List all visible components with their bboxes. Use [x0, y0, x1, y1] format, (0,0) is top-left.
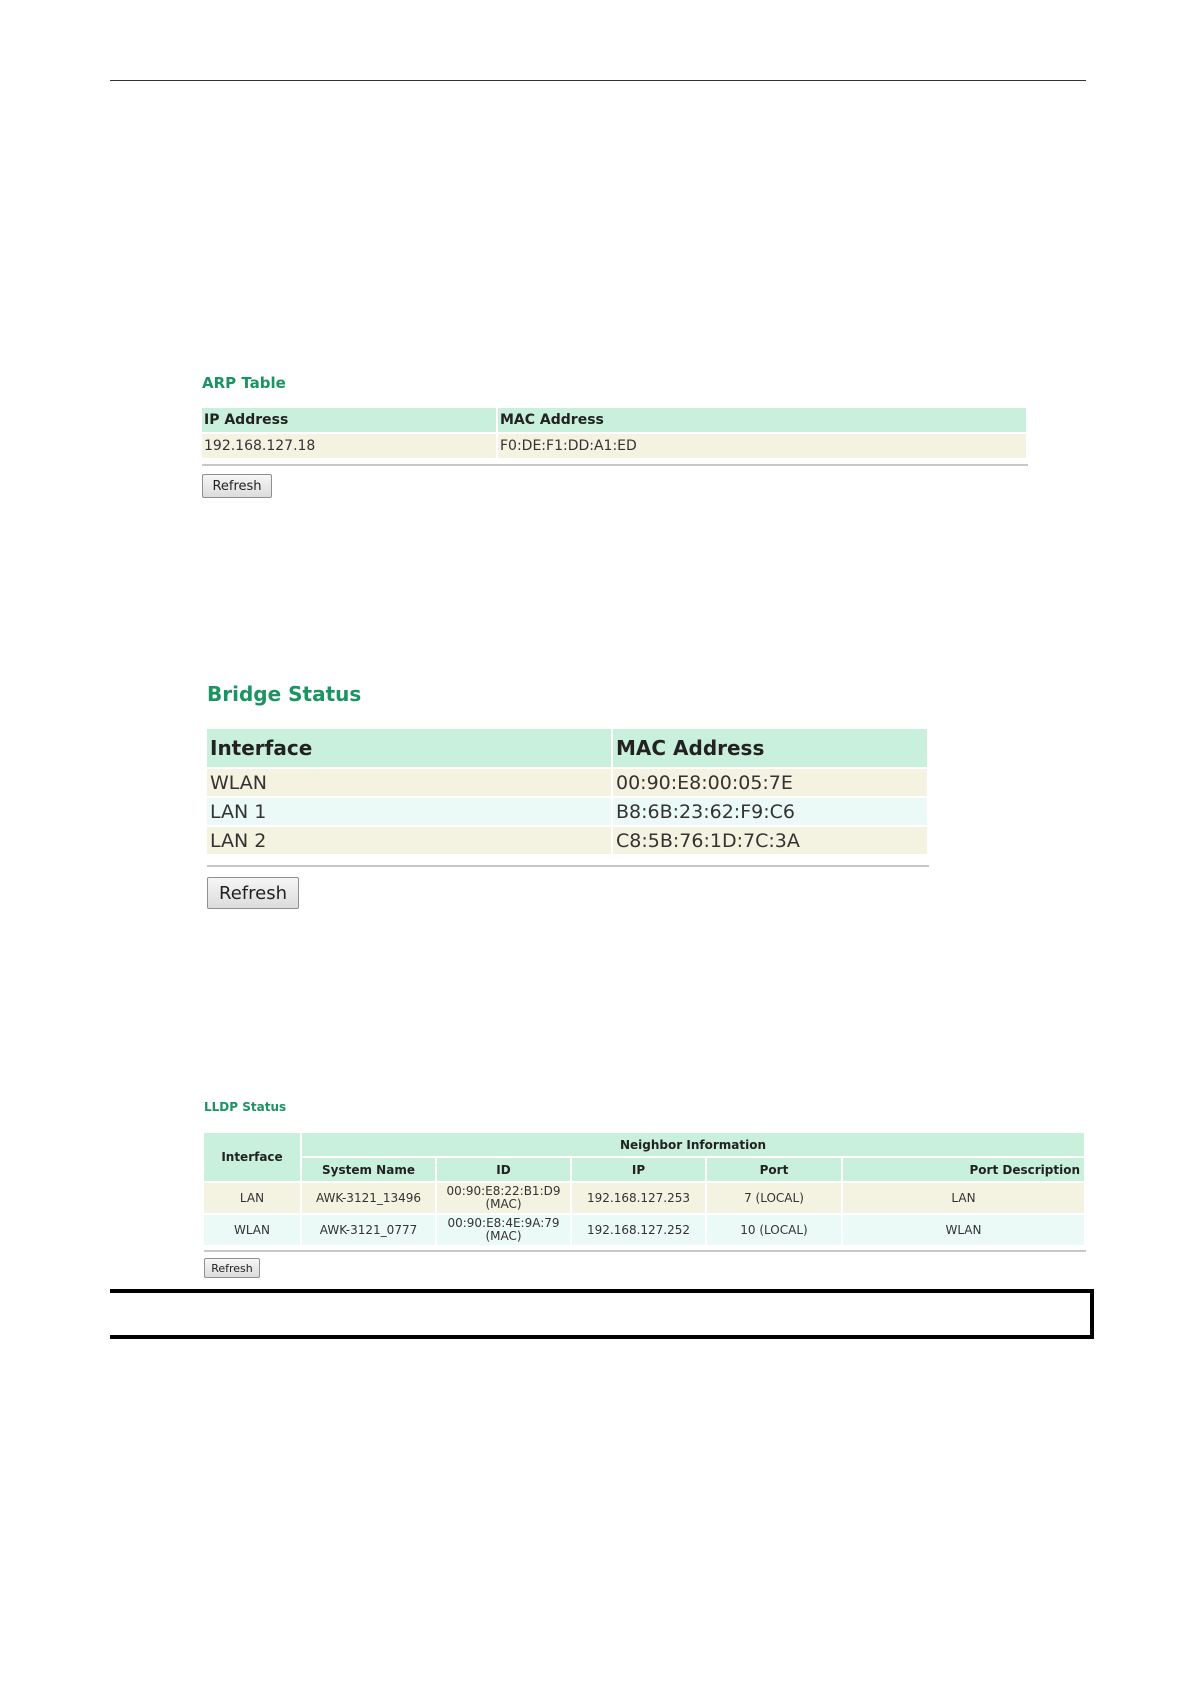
table-divider	[207, 865, 929, 867]
table-subheader-row	[204, 1158, 1084, 1181]
mac-address-cell: F0:DE:F1:DD:A1:ED	[498, 434, 1026, 458]
table-row	[207, 769, 927, 796]
table-row	[207, 798, 927, 825]
mac-address-cell: C8:5B:76:1D:7C:3A	[613, 827, 927, 854]
column-header-interface: Interface	[207, 729, 611, 767]
interface-cell: LAN 2	[207, 827, 611, 854]
table-header-row	[202, 408, 1026, 432]
lldp-refresh-button[interactable]: Refresh	[204, 1258, 260, 1278]
arp-table	[200, 406, 1028, 460]
bridge-status-title: Bridge Status	[207, 682, 362, 706]
id-type: (MAC)	[485, 1197, 522, 1211]
column-header-ip-address: IP Address	[202, 408, 496, 432]
bridge-status-table	[205, 727, 929, 856]
ip-cell: 192.168.127.252	[572, 1215, 705, 1245]
port-cell: 7 (LOCAL)	[707, 1183, 841, 1213]
port-description-cell: WLAN	[843, 1215, 1084, 1245]
bridge-status-section	[207, 682, 929, 909]
id-type: (MAC)	[485, 1229, 522, 1243]
column-header-mac-address: MAC Address	[613, 729, 927, 767]
table-header-row	[207, 729, 927, 767]
mac-address-cell: 00:90:E8:00:05:7E	[613, 769, 927, 796]
port-cell: 10 (LOCAL)	[707, 1215, 841, 1245]
system-name-cell: AWK-3121_13496	[302, 1183, 435, 1213]
column-header-system-name: System Name	[302, 1158, 435, 1181]
column-header-ip: IP	[572, 1158, 705, 1181]
id-value: 00:90:E8:22:B1:D9	[446, 1184, 561, 1198]
system-name-cell: AWK-3121_0777	[302, 1215, 435, 1245]
bridge-refresh-button[interactable]: Refresh	[207, 877, 299, 909]
table-header-row	[204, 1133, 1084, 1156]
column-header-port-description: Port Description	[843, 1158, 1084, 1181]
id-value: 00:90:E8:4E:9A:79	[447, 1216, 560, 1230]
table-row	[207, 827, 927, 854]
interface-cell: LAN	[204, 1183, 300, 1213]
arp-table-title: ARP Table	[202, 374, 286, 392]
lldp-status-section	[204, 1100, 1086, 1278]
column-header-id: ID	[437, 1158, 570, 1181]
column-header-mac-address: MAC Address	[498, 408, 1026, 432]
interface-cell: LAN 1	[207, 798, 611, 825]
table-row	[204, 1215, 1084, 1245]
id-cell	[437, 1215, 570, 1245]
note-frame-box	[110, 1289, 1094, 1339]
lldp-status-title: LLDP Status	[204, 1100, 287, 1114]
page-top-rule	[110, 80, 1086, 81]
id-cell	[437, 1183, 570, 1213]
port-description-cell: LAN	[843, 1183, 1084, 1213]
table-divider	[202, 464, 1028, 466]
ip-address-cell: 192.168.127.18	[202, 434, 496, 458]
interface-cell: WLAN	[204, 1215, 300, 1245]
table-divider	[204, 1250, 1086, 1252]
mac-address-cell: B8:6B:23:62:F9:C6	[613, 798, 927, 825]
column-header-interface: Interface	[204, 1133, 300, 1181]
table-row	[202, 434, 1026, 458]
arp-table-section	[202, 374, 1028, 498]
ip-cell: 192.168.127.253	[572, 1183, 705, 1213]
arp-refresh-button[interactable]: Refresh	[202, 474, 272, 498]
column-header-port: Port	[707, 1158, 841, 1181]
column-header-neighbor-information: Neighbor Information	[302, 1133, 1084, 1156]
table-row	[204, 1183, 1084, 1213]
interface-cell: WLAN	[207, 769, 611, 796]
lldp-status-table	[202, 1131, 1086, 1247]
